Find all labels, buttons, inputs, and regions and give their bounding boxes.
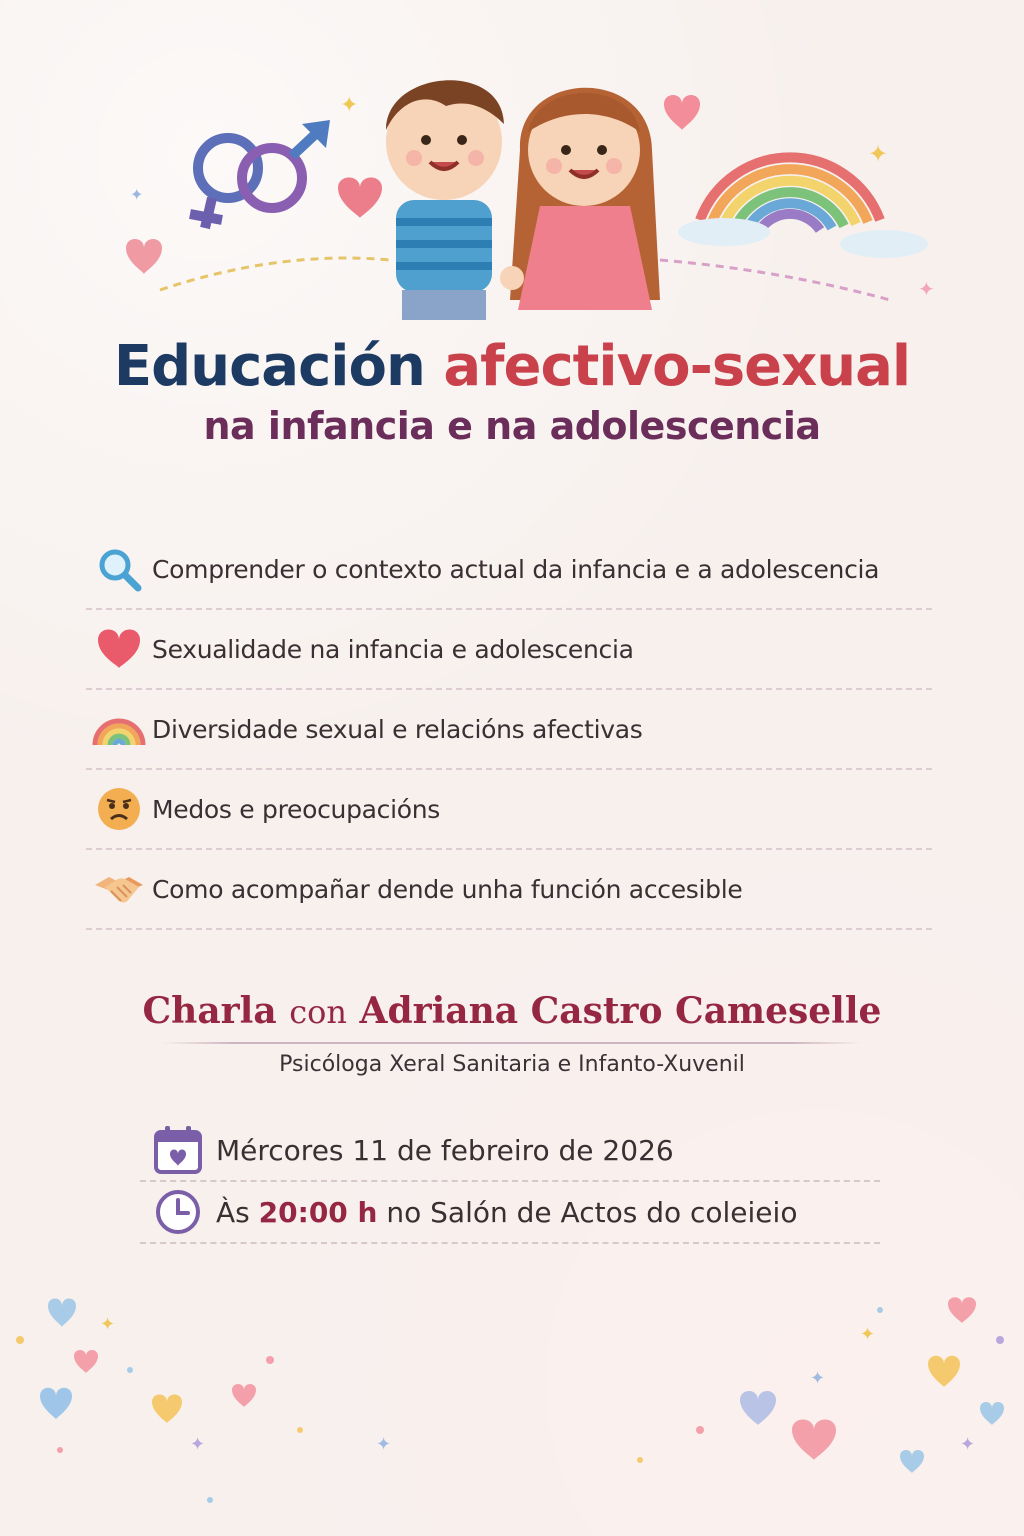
topic-label: Comprender o contexto actual da infancia e a adolescencia bbox=[152, 554, 880, 584]
topic-label: Diversidade sexual e relacións afectivas bbox=[152, 714, 643, 744]
page-subtitle: na infancia e na adolescencia bbox=[203, 403, 821, 448]
event-details bbox=[140, 1120, 880, 1244]
event-time-row bbox=[140, 1182, 880, 1244]
heart-icon bbox=[126, 239, 162, 274]
star-icon: ✦ bbox=[868, 141, 889, 168]
title-part1: Educación bbox=[113, 334, 425, 399]
heart-icon bbox=[664, 95, 700, 130]
handshake-icon bbox=[86, 859, 152, 919]
worried-face-icon bbox=[86, 779, 152, 839]
list-item bbox=[86, 770, 932, 850]
topic-label: Medos e preocupacións bbox=[152, 794, 441, 824]
divider bbox=[162, 1042, 862, 1044]
cloud bbox=[678, 218, 770, 246]
heart-icon bbox=[338, 178, 382, 219]
svg-text:✦: ✦ bbox=[960, 1434, 976, 1454]
boy-illustration bbox=[386, 80, 504, 320]
confetti-decoration bbox=[0, 1280, 1024, 1536]
topic-label: Como acompañar dende unha función accesible bbox=[152, 874, 743, 904]
magnifying-glass-icon bbox=[86, 539, 152, 599]
svg-text:✦: ✦ bbox=[860, 1324, 876, 1344]
speaker-role: Psicóloga Xeral Sanitaria e Infanto-Xuvenil bbox=[279, 1052, 745, 1077]
svg-text:✦: ✦ bbox=[376, 1434, 392, 1454]
list-item bbox=[86, 850, 932, 930]
topics-list bbox=[86, 530, 932, 930]
event-time bbox=[216, 1196, 797, 1229]
star-icon: ✦ bbox=[918, 279, 935, 301]
event-date: Mércores 11 de febreiro de 2026 bbox=[216, 1133, 674, 1167]
speaker-name: Adriana Castro Cameselle bbox=[359, 990, 882, 1032]
list-item bbox=[86, 690, 932, 770]
rainbow-icon bbox=[86, 699, 152, 759]
star-icon: ✦ bbox=[130, 187, 144, 204]
event-date-row bbox=[140, 1120, 880, 1182]
heart-icon bbox=[86, 619, 152, 679]
page-title bbox=[0, 336, 1024, 398]
cloud bbox=[840, 230, 928, 258]
girl-illustration bbox=[510, 88, 660, 310]
time-value: 20:00 h bbox=[258, 1195, 378, 1229]
time-prefix: Às bbox=[216, 1195, 250, 1229]
topic-label: Sexualidade na infancia e adolescencia bbox=[152, 634, 634, 664]
speaker-block bbox=[0, 990, 1024, 1077]
calendar-icon bbox=[140, 1124, 216, 1176]
event-place: no Salón de Actos do coleieio bbox=[386, 1195, 798, 1229]
speaker-heading bbox=[0, 990, 1024, 1032]
gender-symbols-icon bbox=[190, 120, 330, 228]
header-illustration bbox=[0, 0, 1024, 340]
star-icon bbox=[100, 1314, 975, 1454]
connector-label: con bbox=[289, 993, 347, 1031]
title-part2: afectivo-sexual bbox=[443, 334, 911, 399]
list-item bbox=[86, 530, 932, 610]
svg-text:✦: ✦ bbox=[810, 1368, 826, 1388]
svg-text:✦: ✦ bbox=[190, 1434, 206, 1454]
list-item bbox=[86, 610, 932, 690]
clock-icon bbox=[140, 1188, 216, 1236]
svg-text:✦: ✦ bbox=[100, 1314, 116, 1334]
holding-hands bbox=[500, 266, 524, 290]
star-icon: ✦ bbox=[340, 92, 359, 117]
title-block bbox=[0, 336, 1024, 448]
talk-label: Charla bbox=[142, 990, 277, 1032]
